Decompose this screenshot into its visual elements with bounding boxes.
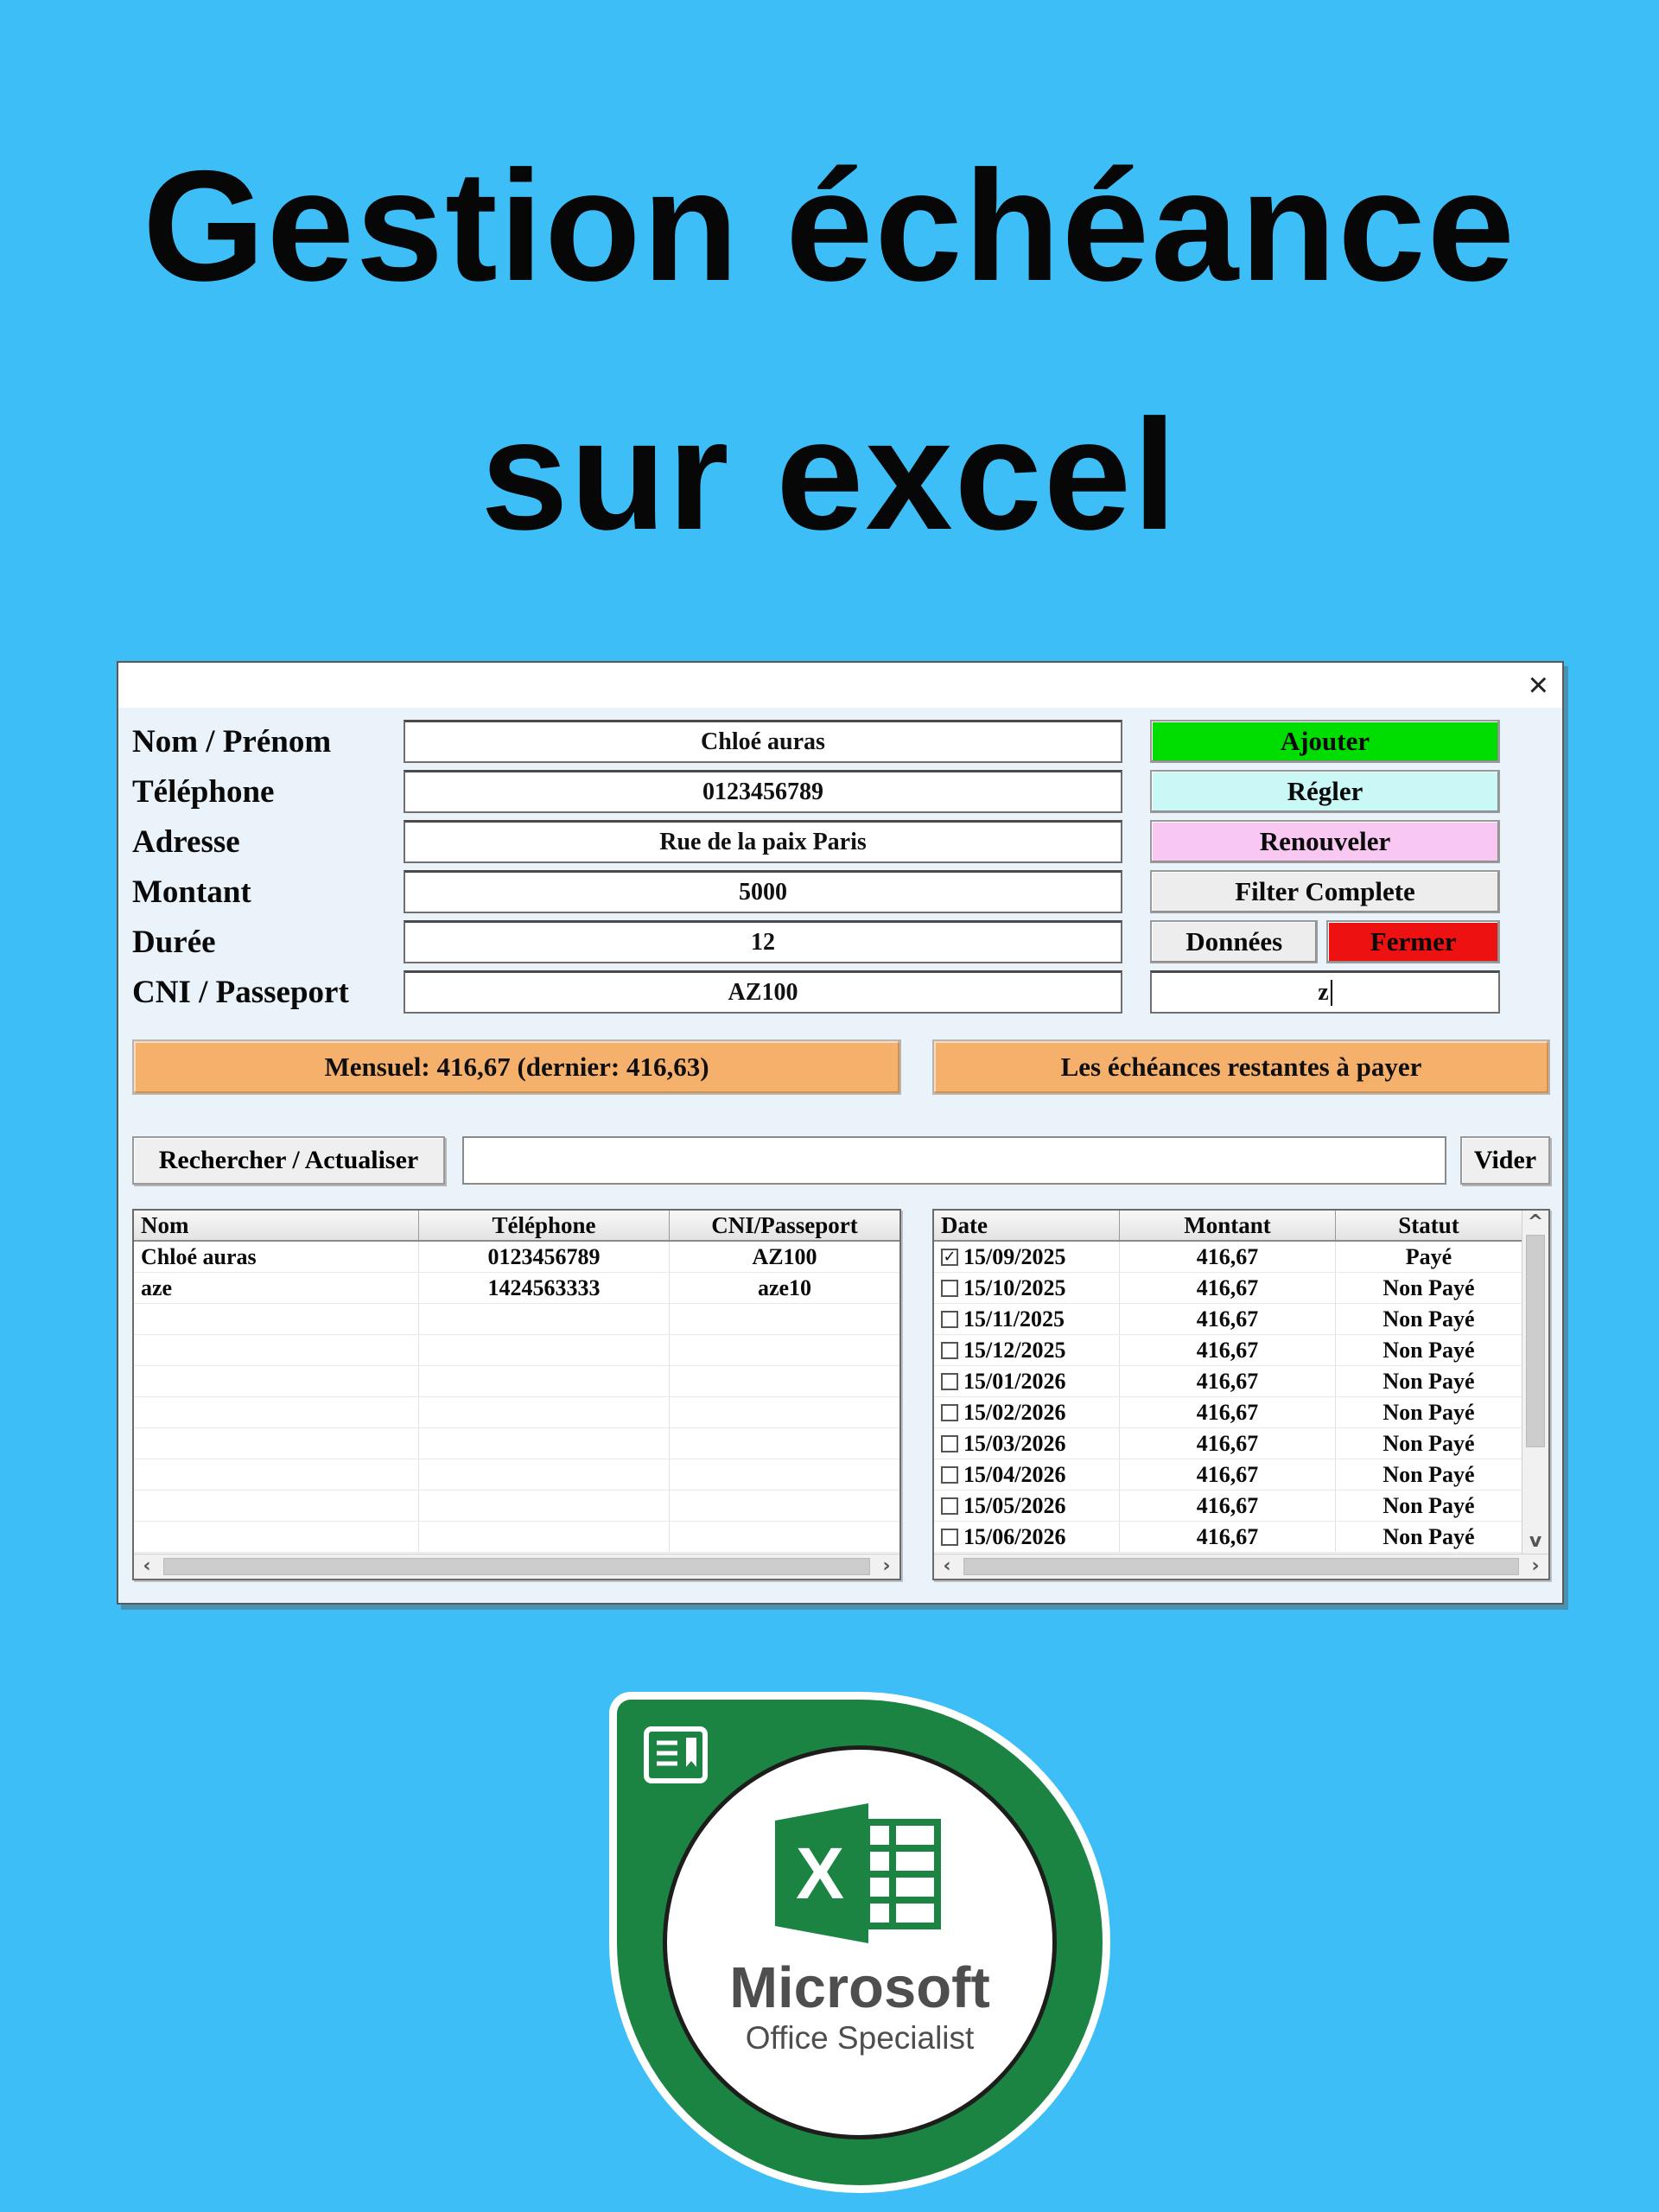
schedule-statut-cell: Non Payé [1382, 1337, 1475, 1363]
clients-hscroll-thumb[interactable] [163, 1558, 870, 1575]
schedule-date-cell [934, 1459, 1120, 1490]
schedule-montant-cell: 416,67 [1120, 1273, 1336, 1303]
schedule-date-cell [934, 1522, 1120, 1552]
microsoft-office-specialist-badge [609, 1692, 1110, 2193]
schedule-date-text: 15/12/2025 [963, 1337, 1066, 1363]
page-title-line2: sur excel [480, 385, 1179, 563]
schedule-statut-cell: Payé [1405, 1243, 1452, 1269]
microsoft-wordmark: Microsoft [729, 1955, 990, 2020]
client-cni-cell: AZ100 [752, 1243, 817, 1269]
page-title-line1: Gestion échéance [143, 137, 1516, 314]
vider-button[interactable]: Vider [1460, 1136, 1550, 1185]
client-telephone-cell [419, 1459, 670, 1490]
client-telephone-cell [419, 1335, 670, 1365]
donnees-button[interactable]: Données [1150, 920, 1318, 963]
schedule-date-cell [934, 1491, 1120, 1521]
schedule-montant-cell: 416,67 [1120, 1304, 1336, 1334]
schedule-montant-cell: 416,67 [1120, 1459, 1336, 1490]
donnees-fermer-row [1150, 920, 1500, 963]
client-telephone-cell: 0123456789 [419, 1242, 670, 1272]
vscroll-track [1522, 1447, 1548, 1529]
client-nom-cell [134, 1397, 419, 1427]
schedule-statut-cell: Non Payé [1382, 1461, 1475, 1487]
client-telephone-cell [419, 1491, 670, 1521]
client-cni-cell: aze10 [757, 1274, 812, 1300]
paid-checkbox[interactable] [941, 1435, 958, 1452]
certificate-icon [643, 1726, 709, 1784]
schedule-statut-cell: Non Payé [1382, 1274, 1475, 1300]
scroll-left-icon[interactable]: ‹ [143, 1555, 151, 1577]
schedule-vertical-scrollbar[interactable] [1522, 1211, 1548, 1554]
side-text-input[interactable] [1150, 970, 1500, 1014]
schedule-header-montant: Montant [1120, 1211, 1336, 1240]
client-row[interactable] [134, 1428, 899, 1459]
client-nom-cell [134, 1491, 419, 1521]
schedule-date-text: 15/06/2026 [963, 1523, 1066, 1549]
schedule-row[interactable] [934, 1428, 1522, 1459]
schedule-statut-cell: Non Payé [1382, 1523, 1475, 1549]
schedule-horizontal-scrollbar[interactable] [934, 1554, 1548, 1579]
schedule-header-statut: Statut [1398, 1211, 1459, 1238]
schedule-date-cell [934, 1366, 1120, 1396]
schedule-table-body [934, 1242, 1522, 1554]
clients-table-header [134, 1211, 899, 1242]
schedule-statut-cell: Non Payé [1382, 1492, 1475, 1518]
filter-complete-button[interactable]: Filter Complete [1150, 870, 1500, 913]
client-cni-cell [670, 1428, 899, 1459]
client-telephone-cell: 1424563333 [419, 1273, 670, 1303]
field-label-duree: Durée [132, 924, 216, 960]
schedule-date-text: 15/03/2026 [963, 1430, 1066, 1456]
rechercher-actualiser-button[interactable]: Rechercher / Actualiser [132, 1136, 445, 1185]
client-cni-cell [670, 1491, 899, 1521]
scroll-left-icon[interactable]: ‹ [943, 1555, 951, 1577]
schedule-row[interactable] [934, 1366, 1522, 1397]
schedule-date-cell [934, 1397, 1120, 1427]
client-row[interactable] [134, 1366, 899, 1397]
client-cni-cell [670, 1304, 899, 1334]
clients-header-cni: CNI/Passeport [711, 1211, 858, 1238]
schedule-row[interactable] [934, 1273, 1522, 1304]
ajouter-button[interactable]: Ajouter [1150, 720, 1500, 763]
client-nom-cell [134, 1459, 419, 1490]
client-telephone-cell [419, 1397, 670, 1427]
client-row[interactable] [134, 1491, 899, 1522]
schedule-row[interactable] [934, 1397, 1522, 1428]
gestion-echeance-dialog [117, 661, 1564, 1605]
client-row[interactable] [134, 1397, 899, 1428]
client-cni-cell [670, 1522, 899, 1552]
client-nom-cell: aze [134, 1273, 419, 1303]
client-nom-cell [134, 1335, 419, 1365]
paid-checkbox[interactable] [941, 1529, 958, 1546]
scroll-up-icon[interactable]: ^ [1527, 1211, 1544, 1233]
badge-inner-circle [663, 1745, 1057, 2139]
side-input-value: z [1318, 978, 1329, 1006]
scroll-down-icon[interactable]: v [1529, 1530, 1542, 1552]
field-label-montant: Montant [132, 874, 251, 910]
schedule-date-text: 15/10/2025 [963, 1274, 1066, 1300]
text-caret [1331, 980, 1332, 1006]
schedule-montant-cell: 416,67 [1120, 1491, 1336, 1521]
excel-logo-icon [763, 1800, 957, 1947]
schedule-row[interactable] [934, 1522, 1522, 1553]
schedule-date-cell [934, 1242, 1120, 1272]
client-telephone-cell [419, 1304, 670, 1334]
client-telephone-cell [419, 1428, 670, 1459]
schedule-date-text: 15/01/2026 [963, 1368, 1066, 1394]
client-cni-cell [670, 1366, 899, 1396]
search-input[interactable] [462, 1136, 1446, 1185]
nom-field[interactable]: Chloé auras [404, 720, 1122, 763]
schedule-statut-cell: Non Payé [1382, 1368, 1475, 1394]
clients-table-body [134, 1242, 899, 1554]
mensuel-banner: Mensuel: 416,67 (dernier: 416,63) [132, 1039, 901, 1095]
cni-field[interactable]: AZ100 [404, 970, 1122, 1014]
client-row[interactable] [134, 1273, 899, 1304]
schedule-hscroll-thumb[interactable] [963, 1558, 1519, 1575]
field-label-nom: Nom / Prénom [132, 723, 332, 760]
schedule-row[interactable] [934, 1304, 1522, 1335]
office-specialist-label: Office Specialist [745, 2020, 975, 2056]
clients-horizontal-scrollbar[interactable] [134, 1554, 899, 1579]
client-form [132, 720, 1550, 1014]
tables-row [132, 1209, 1550, 1580]
field-label-adresse: Adresse [132, 823, 240, 860]
paid-checkbox[interactable] [941, 1342, 958, 1359]
scroll-right-icon[interactable]: › [1531, 1555, 1540, 1577]
schedule-date-text: 15/04/2026 [963, 1461, 1066, 1487]
client-row[interactable] [134, 1304, 899, 1335]
schedule-montant-cell: 416,67 [1120, 1397, 1336, 1427]
client-nom-cell: Chloé auras [134, 1242, 419, 1272]
schedule-montant-cell: 416,67 [1120, 1242, 1336, 1272]
schedule-table [932, 1209, 1550, 1580]
schedule-montant-cell: 416,67 [1120, 1366, 1336, 1396]
client-telephone-cell [419, 1522, 670, 1552]
schedule-row[interactable] [934, 1459, 1522, 1491]
client-row[interactable] [134, 1459, 899, 1491]
client-row[interactable] [134, 1522, 899, 1553]
client-nom-cell [134, 1366, 419, 1396]
badge-green-shape [617, 1700, 1103, 2185]
paid-checkbox[interactable] [941, 1311, 958, 1328]
schedule-statut-cell: Non Payé [1382, 1430, 1475, 1456]
schedule-vscroll-thumb[interactable] [1526, 1235, 1545, 1447]
paid-checkbox-checked[interactable]: ✓ [941, 1249, 958, 1266]
adresse-field[interactable]: Rue de la paix Paris [404, 820, 1122, 863]
scroll-right-icon[interactable]: › [882, 1555, 891, 1577]
search-row [132, 1136, 1550, 1185]
schedule-date-cell [934, 1428, 1120, 1459]
schedule-montant-cell: 416,67 [1120, 1335, 1336, 1365]
montant-field[interactable]: 5000 [404, 870, 1122, 913]
page-title [0, 102, 1659, 599]
schedule-date-text: 15/05/2026 [963, 1492, 1066, 1518]
schedule-date-cell [934, 1273, 1120, 1303]
clients-header-telephone: Téléphone [419, 1211, 670, 1240]
client-cni-cell [670, 1459, 899, 1490]
regler-button[interactable]: Régler [1150, 770, 1500, 813]
schedule-header-date: Date [934, 1211, 1120, 1240]
close-icon[interactable]: × [1528, 666, 1548, 704]
paid-checkbox[interactable] [941, 1466, 958, 1484]
schedule-date-cell [934, 1304, 1120, 1334]
client-nom-cell [134, 1304, 419, 1334]
paid-checkbox[interactable] [941, 1404, 958, 1421]
banner-row [132, 1039, 1550, 1095]
echeances-banner: Les échéances restantes à payer [932, 1039, 1550, 1095]
schedule-row[interactable] [934, 1242, 1522, 1273]
client-cni-cell [670, 1335, 899, 1365]
clients-table [132, 1209, 901, 1580]
client-nom-cell [134, 1428, 419, 1459]
schedule-date-text: 15/02/2026 [963, 1399, 1066, 1425]
excel-x-letter: X [795, 1833, 845, 1914]
field-label-cni: CNI / Passeport [132, 974, 349, 1010]
dialog-titlebar [118, 663, 1562, 708]
fermer-button[interactable]: Fermer [1326, 920, 1500, 963]
schedule-row[interactable] [934, 1491, 1522, 1522]
client-row[interactable] [134, 1242, 899, 1273]
telephone-field[interactable]: 0123456789 [404, 770, 1122, 813]
client-telephone-cell [419, 1366, 670, 1396]
client-cni-cell [670, 1397, 899, 1427]
schedule-statut-cell: Non Payé [1382, 1399, 1475, 1425]
client-row[interactable] [134, 1335, 899, 1366]
schedule-table-header [934, 1211, 1522, 1242]
paid-checkbox[interactable] [941, 1497, 958, 1515]
schedule-row[interactable] [934, 1335, 1522, 1366]
schedule-date-text: 15/11/2025 [963, 1306, 1065, 1332]
paid-checkbox[interactable] [941, 1280, 958, 1297]
schedule-montant-cell: 416,67 [1120, 1522, 1336, 1552]
duree-field[interactable]: 12 [404, 920, 1122, 963]
client-nom-cell [134, 1522, 419, 1552]
schedule-statut-cell: Non Payé [1382, 1306, 1475, 1332]
schedule-date-text: 15/09/2025 [963, 1243, 1066, 1269]
field-label-telephone: Téléphone [132, 773, 275, 810]
paid-checkbox[interactable] [941, 1373, 958, 1390]
schedule-montant-cell: 416,67 [1120, 1428, 1336, 1459]
schedule-date-cell [934, 1335, 1120, 1365]
dialog-body [118, 708, 1562, 1580]
clients-header-nom: Nom [134, 1211, 419, 1240]
renouveler-button[interactable]: Renouveler [1150, 820, 1500, 863]
